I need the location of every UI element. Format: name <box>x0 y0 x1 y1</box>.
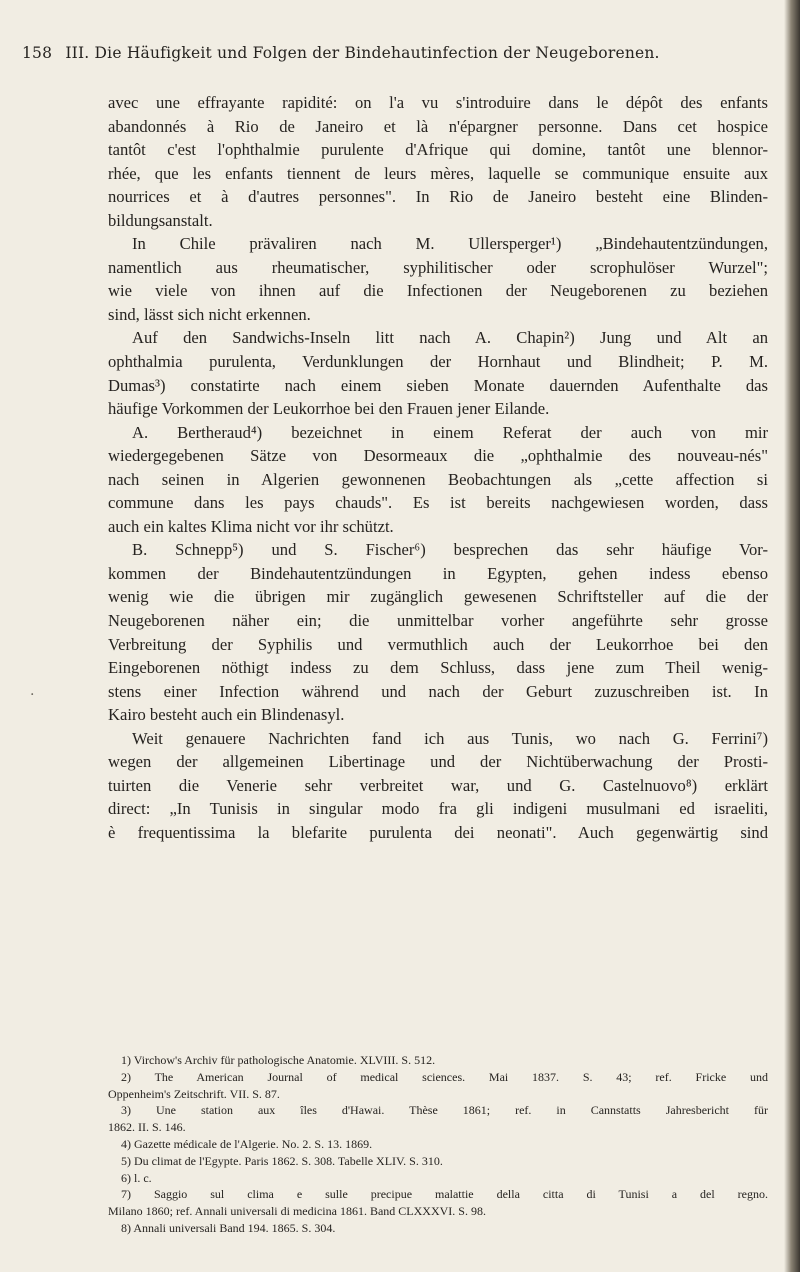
footnote-line: 8) Annali universali Band 194. 1865. S. 304. <box>121 1220 336 1235</box>
text-line: bildungsanstalt. <box>108 210 213 230</box>
text-line: wiedergegebenen Sätze von Desormeaux die „ophthalmie des nouveau-nés" <box>108 446 768 466</box>
footnote-line: 1) Virchow's Archiv für pathologische Anatomie. XLVIII. S. 512. <box>121 1053 436 1067</box>
text-line: Verbreitung der Syphilis und vermuthlich auch der Leukorrhoe bei den <box>108 634 768 654</box>
text-line: In Chile prävaliren nach M. Ullersperger¹) „Bindehautentzündungen, <box>132 234 768 254</box>
text-line: namentlich aus rheumatischer, syphilitischer oder scrophulöser Wurzel"; <box>108 257 768 277</box>
text-line: tuirten die Venerie sehr verbreitet war, und G. Castelnuovo⁸) erklärt <box>108 775 768 795</box>
text-line: nach seinen in Algerien gewonnenen Beobachtungen als „cette affection si <box>108 469 768 489</box>
footnote-line: 4) Gazette médicale de l'Algerie. No. 2. S. 13. 1869. <box>121 1136 373 1151</box>
footnote-line: 6) l. c. <box>121 1170 152 1185</box>
text-line: avec une effrayante rapidité: on l'a vu s'introduire dans le dépôt des enfants <box>108 93 768 112</box>
text-line: Auf den Sandwichs-Inseln litt nach A. Chapin²) Jung und Alt an <box>132 328 768 348</box>
text-line: abandonnés à Rio de Janeiro et là n'épargner personne. Dans cet hospice <box>108 116 768 136</box>
footnote-line: 2) The American Journal of medical sciences. Mai 1837. S. 43; ref. Fricke und <box>121 1069 768 1084</box>
text-line: direct: „In Tunisis in singular modo fra gli indigeni musulmani ed israeliti, <box>108 799 768 819</box>
text-line: wenig wie die übrigen mir zugänglich gewesenen Schriftsteller auf die der <box>108 587 768 607</box>
text-line: wie viele von ihnen auf die Infectionen der Neugeborenen zu beziehen <box>108 281 768 301</box>
main-text <box>108 91 768 845</box>
text-line: Neugeborenen näher ein; die unmittelbar vorher angeführte sehr grosse <box>108 611 768 631</box>
footnote-line: 3) Une station aux îles d'Hawai. Thèse 1861; ref. in Cannstatts Jahresbericht für <box>121 1103 768 1118</box>
text-line: B. Schnepp⁵) und S. Fischer⁶) besprechen das sehr häufige Vor- <box>132 540 768 560</box>
page-number: 158 <box>22 44 53 62</box>
text-line: sind, lässt sich nicht erkennen. <box>108 304 311 324</box>
footnote-line: 5) Du climat de l'Egypte. Paris 1862. S. 308. Tabelle XLIV. S. 310. <box>121 1153 443 1168</box>
text-line: Eingeborenen nöthigt indess zu dem Schluss, dass jene zum Theil wenig- <box>108 658 768 678</box>
footnote-line: 1862. II. S. 146. <box>108 1120 186 1135</box>
text-line: kommen der Bindehautentzündungen in Egypten, gehen indess ebenso <box>108 563 768 583</box>
text-line: stens einer Infection während und nach der Geburt zuzuschreiben ist. In <box>108 681 768 701</box>
footnote-line: 7) Saggio sul clima e sulle precipue malattie della citta di Tunisi a del regno. <box>121 1187 768 1202</box>
margin-mark: . <box>30 683 35 699</box>
text-line: nourrices et à d'autres personnes". In Rio de Janeiro besteht eine Blinden- <box>108 187 768 207</box>
footnote-line: Oppenheim's Zeitschrift. VII. S. 87. <box>108 1086 280 1101</box>
text-line: auch ein kaltes Klima nicht vor ihr schützt. <box>108 516 394 536</box>
page-edge-shadow <box>784 0 800 1272</box>
header-title: III. Die Häufigkeit und Folgen der Bindehautinfection der Neugeborenen. <box>65 44 660 62</box>
text-line: häufige Vorkommen der Leukorrhoe bei den Frauen jener Eilande. <box>108 399 550 419</box>
text-line: rhée, que les enfants tiennent de leurs mères, laquelle se communique ensuite aux <box>108 163 768 183</box>
text-line: Dumas³) constatirte nach einem sieben Monate dauernden Aufenthalte das <box>108 375 768 395</box>
text-line: è frequentissima la blefarite purulenta dei neonati". Auch gegenwärtig sind <box>108 822 768 842</box>
text-line: ophthalmia purulenta, Verdunklungen der Hornhaut und Blindheit; P. M. <box>108 352 768 372</box>
text-line: A. Bertheraud⁴) bezeichnet in einem Referat der auch von mir <box>132 422 768 442</box>
text-line: tantôt c'est l'ophthalmie purulente d'Afrique qui domine, tantôt une blennor- <box>108 140 768 160</box>
text-line: Weit genauere Nachrichten fand ich aus Tunis, wo nach G. Ferrini⁷) <box>132 728 768 748</box>
text-line: wegen der allgemeinen Libertinage und der Nichtüberwachung der Prosti- <box>108 752 768 772</box>
footnotes <box>108 1052 768 1237</box>
text-line: Kairo besteht auch ein Blindenasyl. <box>108 705 345 725</box>
text-line: commune dans les pays chauds". Es ist bereits nachgewiesen worden, dass <box>108 493 768 513</box>
footnote-line: Milano 1860; ref. Annali universali di medicina 1861. Band CLXXXVI. S. 98. <box>108 1204 486 1219</box>
running-header <box>22 44 762 62</box>
